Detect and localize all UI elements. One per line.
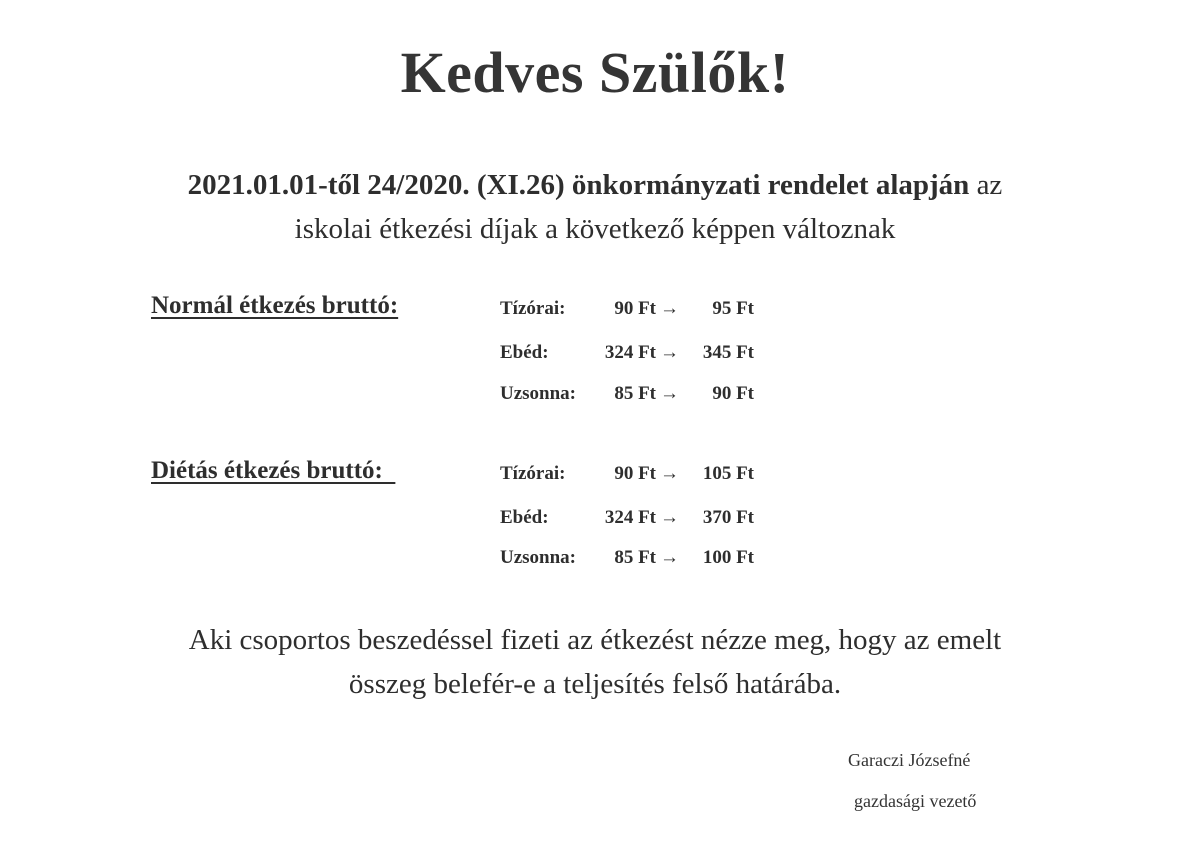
price-row-normal-tizorai bbox=[0, 298, 1200, 322]
old-price: 324 Ft bbox=[604, 342, 656, 363]
price-row-dietas-tizorai bbox=[0, 463, 1200, 487]
price-row-dietas-uzsonna bbox=[0, 547, 1200, 571]
new-price: 105 Ft bbox=[702, 463, 754, 484]
note-line-2: összeg belefér-e a teljesítés felső határába. bbox=[348, 668, 842, 700]
old-price: 85 Ft bbox=[614, 383, 656, 404]
price-row-dietas-ebed bbox=[0, 507, 1200, 531]
old-price: 90 Ft bbox=[614, 463, 656, 484]
meal-name: Tízórai: bbox=[500, 298, 566, 319]
meal-name: Uzsonna: bbox=[500, 383, 577, 404]
intro-paragraph bbox=[0, 163, 1190, 251]
signature-name: Garaczi Józsefné bbox=[848, 750, 971, 770]
page-title: Kedves Szülők! bbox=[400, 40, 790, 105]
arrow-icon: → bbox=[660, 507, 679, 528]
signature-position: gazdasági vezető bbox=[854, 791, 977, 811]
arrow-icon: → bbox=[660, 547, 679, 568]
payment-note bbox=[0, 618, 1190, 706]
intro-line-2: iskolai étkezési díjak a következő képpen változnak bbox=[294, 213, 896, 245]
intro-bold-text: 2021.01.01-től 24/2020. (XI.26) önkormányzati rendelet alapján bbox=[187, 169, 970, 201]
arrow-icon: → bbox=[660, 342, 679, 363]
meal-name: Tízórai: bbox=[500, 463, 566, 484]
meal-name: Uzsonna: bbox=[500, 547, 577, 568]
section-label-normal: Normál étkezés bruttó: bbox=[151, 292, 399, 319]
arrow-icon: → bbox=[660, 383, 679, 404]
old-price: 90 Ft bbox=[614, 298, 656, 319]
new-price: 345 Ft bbox=[702, 342, 754, 363]
intro-rest-text: az bbox=[969, 169, 1003, 201]
meal-name: Ebéd: bbox=[500, 342, 549, 363]
section-label-dietas: Diétás étkezés bruttó: bbox=[151, 457, 396, 484]
arrow-icon: → bbox=[660, 298, 679, 319]
price-row-normal-uzsonna bbox=[0, 383, 1200, 407]
new-price: 90 Ft bbox=[712, 383, 754, 404]
meal-name: Ebéd: bbox=[500, 507, 549, 528]
price-row-normal-ebed bbox=[0, 342, 1200, 366]
old-price: 324 Ft bbox=[604, 507, 656, 528]
old-price: 85 Ft bbox=[614, 547, 656, 568]
new-price: 370 Ft bbox=[702, 507, 754, 528]
new-price: 100 Ft bbox=[702, 547, 754, 568]
intro-line-1 bbox=[0, 163, 1190, 207]
arrow-icon: → bbox=[660, 463, 679, 484]
new-price: 95 Ft bbox=[712, 298, 754, 319]
note-line-1: Aki csoportos beszedéssel fizeti az étkezést nézze meg, hogy az emelt bbox=[188, 624, 1002, 656]
